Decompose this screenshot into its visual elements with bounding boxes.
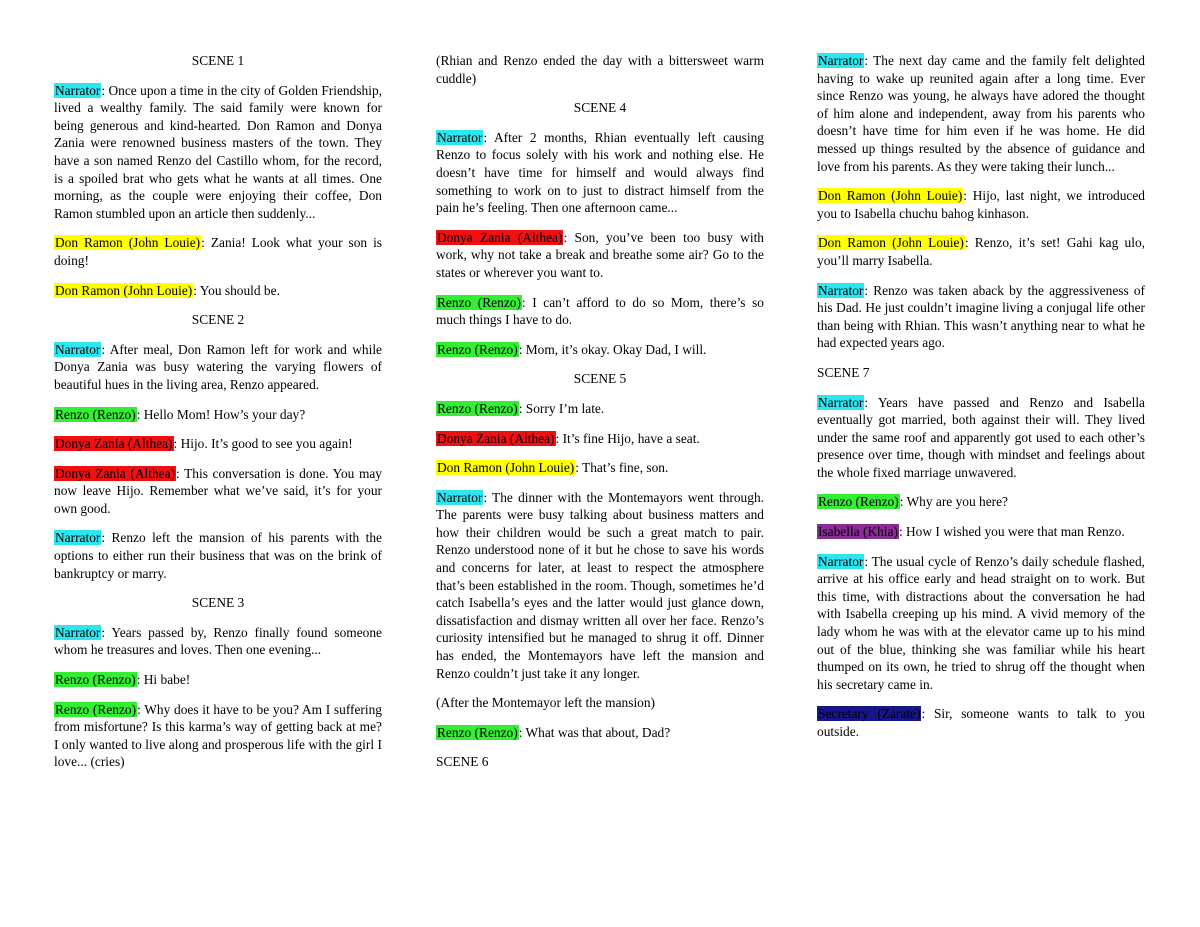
dialogue-text: : This conversation is done. You may now leave Hijo. Remember what we’ve said, it’s for your own good.: [54, 465, 382, 516]
stage-direction: (Rhian and Renzo ended the day with a bittersweet warm cuddle): [436, 53, 764, 86]
dialogue-line: [54, 529, 382, 582]
speaker-label: Narrator: [55, 341, 101, 357]
dialogue-text: : Hijo, last night, we introduced you to Isabella chuchu bahog kinhason.: [817, 188, 1146, 221]
speaker-label: Renzo (Renzo): [55, 701, 137, 717]
speaker-label: Renzo (Renzo): [437, 341, 518, 357]
speaker-label: Narrator: [55, 530, 101, 546]
dialogue-text: : Hijo. It’s good to see you again!: [173, 436, 353, 452]
dialogue-text: : How I wished you were that man Renzo.: [898, 524, 1125, 540]
speaker-label: Renzo (Renzo): [55, 406, 136, 422]
dialogue-text: : The dinner with the Montemayors went through. The parents were busy talking about business matters and how their children would be such a great match to pair. Renzo understood none of it but he chose to save his words and concerns for later, at least to respect the atmosphere that’s been established in the room. Though, sometimes he’d catch Isabella’s eyes and the latter would just glance down, dissatisfaction and dismay written all over her face. Renzo’s curiosity intensified but he managed to shrug it off. Dinner has ended, the Montemayors have left the mansion and Renzo couldn’t just take it any longer.: [436, 489, 764, 681]
dialogue-text: : Sorry I’m late.: [518, 400, 605, 416]
dialogue-line: [436, 294, 764, 329]
script-column-2: [436, 52, 764, 783]
dialogue-text: : Renzo, it’s set! Gahi kag ulo, you’ll marry Isabella.: [817, 235, 1145, 268]
speaker-label: Don Ramon (John Louie): [818, 188, 963, 204]
dialogue-line: [817, 234, 1145, 269]
dialogue-line: [54, 671, 382, 689]
dialogue-line: [436, 430, 764, 448]
scene-heading: SCENE 7: [817, 364, 870, 380]
script-column-3: [817, 52, 1145, 753]
speaker-label: Don Ramon (John Louie): [437, 460, 575, 476]
dialogue-line: [817, 523, 1145, 541]
dialogue-text: : Years have passed and Renzo and Isabella eventually got married, both against their will. They lived under the same roof and apparently got used to each other’s presence over time, though with mindset and feelings about the whole fixed marriage unwavered.: [817, 394, 1145, 480]
speaker-label: Renzo (Renzo): [55, 672, 136, 688]
dialogue-line: [436, 489, 764, 683]
speaker-label: Narrator: [437, 489, 483, 505]
dialogue-line: [54, 282, 382, 300]
scene-heading: SCENE 4: [573, 100, 627, 116]
dialogue-line: [436, 229, 764, 282]
dialogue-text: : After 2 months, Rhian eventually left causing Renzo to focus solely with his work and nothing else. He doesn’t have time for himself and would always find something to work on to just to distract himself from the pain he’s feeling. Then one afternoon came...: [436, 129, 764, 216]
speaker-label: Donya Zania (Althea): [55, 465, 176, 481]
dialogue-text: : It’s fine Hijo, have a seat.: [555, 430, 700, 446]
dialogue-text: : Renzo left the mansion of his parents with the options to either run their business that was on the brink of bankruptcy or marry.: [54, 530, 382, 581]
dialogue-line: [54, 234, 382, 269]
speaker-label: Narrator: [55, 82, 101, 98]
dialogue-line: [817, 394, 1145, 482]
dialogue-line: [817, 493, 1145, 511]
dialogue-line: [54, 701, 382, 771]
dialogue-line: [54, 435, 382, 453]
speaker-label: Narrator: [437, 129, 483, 145]
speaker-label: Renzo (Renzo): [818, 494, 899, 510]
speaker-label: Narrator: [818, 553, 864, 569]
dialogue-line: [436, 341, 764, 359]
dialogue-text: : Mom, it’s okay. Okay Dad, I will.: [518, 341, 707, 357]
dialogue-line: [54, 465, 382, 518]
dialogue-text: : Zania! Look what your son is doing!: [54, 235, 383, 268]
dialogue-line: [436, 459, 764, 477]
dialogue-line: [817, 282, 1145, 352]
dialogue-line: [54, 82, 382, 223]
scene-heading: SCENE 2: [191, 312, 245, 328]
speaker-label: Renzo (Renzo): [437, 724, 518, 740]
dialogue-line: [817, 705, 1145, 740]
dialogue-text: : Once upon a time in the city of Golden Friendship, lived a wealthy family. The said family were known for being generous and kind-hearted. Don Ramon and Donya Zania were renowned business masters of the town. They have a son named Renzo del Castillo whom, for the record, is a spoiled brat who gets what he wants at all times. One morning, as the couple were enjoying their coffee, Don Ramon stumbled upon an article then suddenly...: [54, 82, 382, 221]
speaker-label: Narrator: [818, 394, 864, 410]
dialogue-text: : The usual cycle of Renzo’s daily schedule flashed, arrive at his office early and head straight on to work. But this time, with distractions about the conversation he had with Isabella creeping up his mind. A vivid memory of the lady whom he was with at the elevator came up to his mind out of the blue, thinking she was familiar while his heart thumped on its own, he tried to shrug off the thought when his secretary came in.: [817, 553, 1145, 692]
dialogue-text: : That’s fine, son.: [575, 460, 669, 476]
stage-direction: (After the Montemayor left the mansion): [436, 695, 656, 711]
dialogue-line: [54, 341, 382, 394]
script-column-1: [54, 52, 382, 783]
speaker-label: Renzo (Renzo): [437, 400, 518, 416]
speaker-label: Don Ramon (John Louie): [55, 282, 193, 298]
scene-heading: SCENE 6: [436, 754, 489, 770]
dialogue-line: [817, 52, 1145, 175]
dialogue-line: [817, 553, 1145, 694]
dialogue-line: [54, 406, 382, 424]
speaker-label: Donya Zania (Althea): [55, 436, 173, 452]
dialogue-text: : Years passed by, Renzo finally found someone whom he treasures and loves. Then one evening...: [54, 624, 382, 658]
dialogue-line: [436, 129, 764, 217]
speaker-label: Secretary (Zarate): [818, 706, 921, 722]
dialogue-text: : Renzo was taken aback by the aggressiveness of his Dad. He just couldn’t imagine living a conjugal life other than being with Rhian. This wasn’t anything near to what he had expected years ago.: [817, 282, 1145, 351]
dialogue-line: [54, 624, 382, 659]
dialogue-text: : Son, you’ve been too busy with work, why not take a break and breathe some air? Go to the states or wherever you want to.: [436, 229, 764, 280]
dialogue-text: : The next day came and the family felt delighted having to wake up reunited again after a long time. Ever since Renzo was young, he always have adored the thought of him alone and independent, away from his parents who doesn’t have time for him even if he was home. He did messed up things resulted by the absence of guidance and love from his parents. As they were taking their lunch...: [817, 53, 1145, 174]
dialogue-text: : I can’t afford to do so Mom, there’s so much things I have to do.: [436, 294, 764, 328]
dialogue-text: : Why are you here?: [899, 494, 1009, 510]
dialogue-line: [817, 187, 1145, 222]
speaker-label: Donya Zania (Althea): [437, 229, 563, 245]
speaker-label: Isabella (Khia): [818, 524, 898, 540]
speaker-label: Narrator: [55, 624, 101, 640]
scene-heading: SCENE 5: [573, 371, 627, 387]
scene-heading: SCENE 3: [191, 595, 245, 611]
speaker-label: Don Ramon (John Louie): [818, 235, 964, 251]
dialogue-text: : Hello Mom! How’s your day?: [136, 406, 306, 422]
speaker-label: Don Ramon (John Louie): [55, 235, 201, 251]
speaker-label: Narrator: [818, 53, 864, 68]
scene-heading: SCENE 1: [191, 53, 245, 68]
dialogue-text: : You should be.: [193, 282, 280, 298]
dialogue-line: [436, 724, 764, 742]
dialogue-text: : Hi babe!: [136, 672, 191, 688]
dialogue-text: : What was that about, Dad?: [518, 724, 671, 740]
dialogue-text: : After meal, Don Ramon left for work and while Donya Zania was busy watering the varying flowers of beautiful hues in the living area, Renzo appeared.: [54, 341, 382, 392]
speaker-label: Donya Zania (Althea): [437, 430, 555, 446]
speaker-label: Renzo (Renzo): [437, 294, 521, 310]
dialogue-text: : Sir, someone wants to talk to you outside.: [817, 706, 1146, 739]
dialogue-text: : Why does it have to be you? Am I suffering from misfortune? Is this karma’s way of getting back at me? I only wanted to live along and prosperous life with the girl I love... (cries): [54, 701, 383, 770]
speaker-label: Narrator: [818, 282, 864, 298]
dialogue-line: [436, 400, 764, 418]
